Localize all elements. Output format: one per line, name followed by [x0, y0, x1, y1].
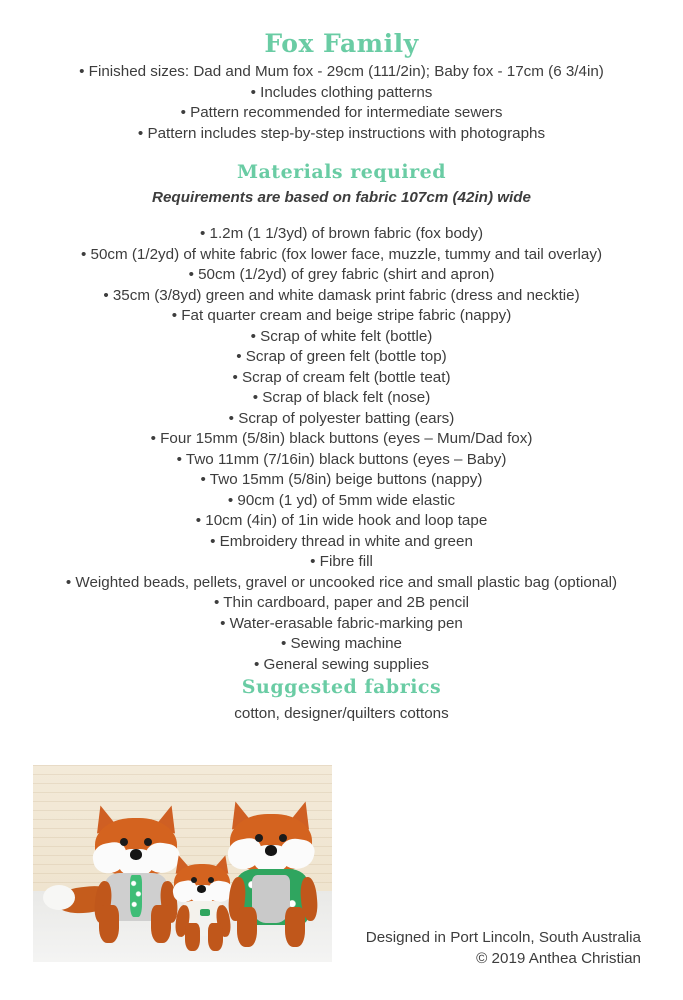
suggested-fabrics-value: cotton, designer/quilters cottons [234, 705, 449, 722]
material-item: • Two 15mm (5/8in) beige buttons (nappy) [200, 471, 483, 488]
material-item: • 50cm (1/2yd) of grey fabric (shirt and apron) [188, 266, 495, 283]
dad-fox-tail-tip [43, 885, 75, 910]
materials-heading: Materials required [236, 161, 447, 183]
materials-list [0, 224, 683, 675]
dad-fox-nose [130, 849, 142, 860]
requirements-note-text: Requirements are based on fabric 107cm (42in) wide [152, 189, 531, 206]
dad-fox-leg-left [99, 905, 119, 943]
baby-fox-eye-right [208, 877, 214, 883]
material-item: • Scrap of polyester batting (ears) [228, 409, 455, 427]
material-item: • Two 11mm (7/16in) black buttons (eyes – Baby) [176, 450, 507, 468]
dad-fox-necktie [130, 875, 142, 917]
dad-fox-eye-right [144, 838, 152, 846]
credit-block [221, 928, 641, 969]
material-item: • Scrap of white felt (bottle) [250, 327, 433, 345]
material-item: • Scrap of cream felt (bottle teat) [232, 368, 451, 386]
material-item: • Water-erasable fabric-marking pen [220, 614, 463, 632]
material-item: • Four 15mm (5/8in) black buttons (eyes – Mum/Dad fox) [150, 430, 533, 447]
material-item: • 35cm (3/8yd) green and white damask print fabric (dress and necktie) [103, 286, 580, 304]
suggested-fabrics-heading: Suggested fabrics [241, 676, 442, 698]
intro-bullet-list [0, 62, 683, 144]
intro-bullet: • Pattern includes step-by-step instructions with photographs [137, 124, 546, 142]
mum-fox-nose [265, 845, 277, 856]
material-item: • 50cm (1/2yd) of white fabric (fox lower face, muzzle, tummy and tail overlay) [80, 245, 603, 263]
credit-line-designed: Designed in Port Lincoln, South Australia [365, 929, 641, 946]
suggested-fabrics-text [0, 704, 683, 725]
baby-fox-bottle-top [200, 909, 210, 916]
material-item: • Sewing machine [281, 635, 402, 652]
baby-fox-nose [197, 885, 206, 893]
intro-bullet: • Includes clothing patterns [250, 83, 433, 101]
material-item: • Fibre fill [310, 553, 373, 570]
material-item: • Weighted beads, pellets, gravel or uncooked rice and small plastic bag (optional) [65, 573, 618, 591]
baby-fox-eye-left [191, 877, 197, 883]
dad-fox-leg-right [151, 905, 171, 943]
material-item: • Fat quarter cream and beige stripe fabric (nappy) [171, 307, 512, 324]
material-item: • Scrap of black felt (nose) [252, 389, 431, 406]
material-item: • Embroidery thread in white and green [210, 532, 473, 550]
material-item: • 10cm (4in) of 1in wide hook and loop tape [195, 512, 488, 529]
mum-fox-eye-left [255, 834, 263, 842]
page-title: Fox Family [264, 29, 419, 58]
material-item: • Thin cardboard, paper and 2B pencil [214, 594, 469, 611]
material-item: • 1.2m (1 1/3yd) of brown fabric (fox body) [199, 225, 484, 242]
mum-fox-eye-right [279, 834, 287, 842]
material-item: • 90cm (1 yd) of 5mm wide elastic [227, 491, 456, 509]
material-item: • General sewing supplies [253, 655, 429, 673]
baby-fox-leg-left [185, 923, 200, 951]
material-item: • Scrap of green felt (bottle top) [236, 348, 447, 365]
dad-fox-eye-left [120, 838, 128, 846]
credit-line-copyright: © 2019 Anthea Christian [476, 949, 641, 967]
requirements-note [0, 188, 683, 209]
intro-bullet: • Pattern recommended for intermediate sewers [180, 104, 503, 121]
intro-bullet: • Finished sizes: Dad and Mum fox - 29cm (111/2in); Baby fox - 17cm (6 3/4in) [79, 63, 604, 80]
